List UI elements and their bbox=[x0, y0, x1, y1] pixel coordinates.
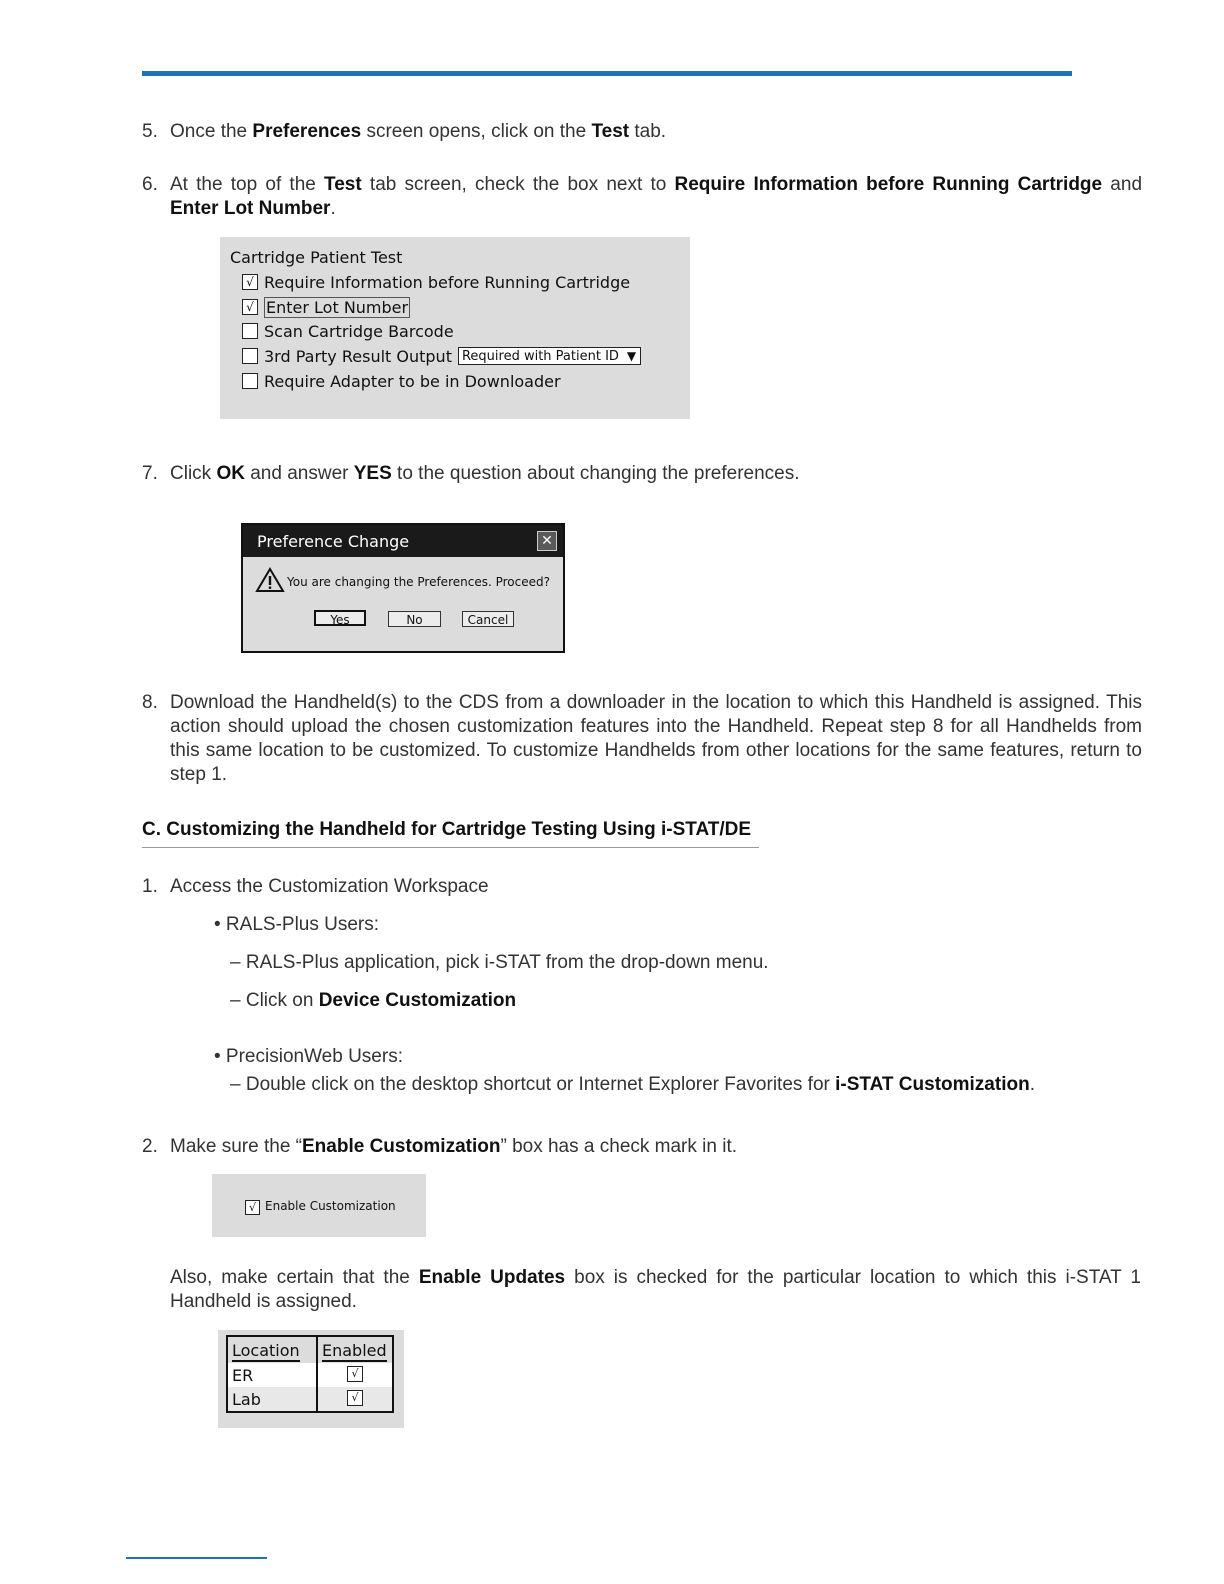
step-number: 7. bbox=[142, 463, 158, 484]
text: – Double click on the desktop shortcut or Internet Explorer Favorites for bbox=[230, 1074, 836, 1095]
cancel-button[interactable]: Cancel bbox=[462, 611, 514, 627]
text: and bbox=[1102, 174, 1143, 195]
location-table-panel bbox=[218, 1330, 404, 1428]
panel-title: Cartridge Patient Test bbox=[230, 248, 403, 267]
preference-change-dialog bbox=[241, 523, 565, 653]
dialog-titlebar bbox=[243, 525, 563, 557]
checkbox[interactable] bbox=[242, 323, 258, 339]
enabled-cell bbox=[317, 1363, 393, 1387]
step-number: 8. bbox=[142, 692, 158, 713]
enable-customization-panel bbox=[212, 1174, 426, 1237]
bold-enable-customization: Enable Customization bbox=[302, 1136, 501, 1157]
bold-yes: YES bbox=[353, 463, 392, 484]
enabled-checkbox[interactable]: √ bbox=[347, 1390, 363, 1406]
yes-button[interactable]: Yes bbox=[314, 610, 366, 626]
text: to the question about changing the preferences. bbox=[391, 463, 800, 484]
text: Once the bbox=[170, 121, 253, 142]
warning-icon bbox=[255, 567, 285, 593]
bold-require-info: Require Information before Running Cartridge bbox=[674, 174, 1103, 195]
step-text: Download the Handheld(s) to the CDS from a downloader in the location to which this Handheld is assigned. This action should upload the chosen customization features into the Handheld. Repeat step 8 for all Handhelds from this same location to be customized. To customize Handhelds from other locations for the same features, return to step 1. bbox=[170, 692, 1142, 785]
bold-preferences: Preferences bbox=[252, 121, 362, 142]
cartridge-patient-test-panel bbox=[220, 237, 690, 419]
enable-customization-label: Enable Customization bbox=[265, 1199, 396, 1213]
bold-enable-updates: Enable Updates bbox=[418, 1267, 566, 1288]
option-scan-barcode[interactable] bbox=[242, 322, 454, 342]
step-5 bbox=[142, 120, 1142, 144]
bold-enter-lot: Enter Lot Number bbox=[170, 198, 331, 219]
text: Make sure the “ bbox=[170, 1136, 302, 1157]
text: At the top of the bbox=[170, 174, 325, 195]
step-7 bbox=[142, 462, 1142, 486]
text: Also, make certain that the bbox=[170, 1267, 419, 1288]
bold-istat-customization: i-STAT Customization bbox=[835, 1074, 1030, 1095]
no-button[interactable]: No bbox=[388, 611, 441, 627]
bullet-rals-plus: • RALS-Plus Users: bbox=[214, 914, 380, 935]
bold-device-customization: Device Customization bbox=[318, 990, 517, 1011]
step-number: 1. bbox=[142, 876, 158, 897]
step-6 bbox=[142, 173, 1142, 221]
dash-rals-app: – RALS-Plus application, pick i-STAT from the drop-down menu. bbox=[230, 952, 769, 973]
text: . bbox=[1029, 1074, 1035, 1095]
step-text: Access the Customization Workspace bbox=[170, 876, 489, 897]
enabled-checkbox[interactable]: √ bbox=[347, 1366, 363, 1382]
dropdown-value: Required with Patient ID bbox=[461, 348, 619, 364]
text: tab. bbox=[629, 121, 667, 142]
enabled-cell bbox=[317, 1387, 393, 1412]
text: and answer bbox=[244, 463, 354, 484]
dialog-title: Preference Change bbox=[257, 532, 410, 551]
text: tab screen, check the box next to bbox=[361, 174, 675, 195]
section-heading: C. Customizing the Handheld for Cartridge Testing Using i-STAT/DE bbox=[142, 819, 759, 848]
step-8 bbox=[142, 691, 1142, 787]
option-label: Scan Cartridge Barcode bbox=[264, 322, 454, 341]
enable-customization-checkbox[interactable]: √ bbox=[245, 1200, 260, 1215]
section-c-step-1 bbox=[142, 875, 1142, 899]
checkbox[interactable] bbox=[242, 348, 258, 364]
bold-test: Test bbox=[591, 121, 630, 142]
checkbox[interactable]: √ bbox=[242, 299, 258, 315]
close-icon[interactable]: ✕ bbox=[537, 531, 557, 551]
step-number: 6. bbox=[142, 174, 158, 195]
dash-device-customization bbox=[230, 990, 516, 1012]
step-number: 5. bbox=[142, 121, 158, 142]
option-require-adapter[interactable] bbox=[242, 372, 561, 392]
section-c-step-2 bbox=[142, 1135, 1142, 1159]
bold-ok: OK bbox=[216, 463, 245, 484]
checkbox[interactable] bbox=[242, 373, 258, 389]
option-label: Require Adapter to be in Downloader bbox=[264, 372, 561, 391]
location-cell: ER bbox=[227, 1363, 317, 1387]
location-cell: Lab bbox=[227, 1387, 317, 1412]
bullet-precisionweb: • PrecisionWeb Users: bbox=[214, 1046, 403, 1067]
option-enter-lot-number[interactable] bbox=[242, 298, 410, 318]
checkbox[interactable]: √ bbox=[242, 274, 258, 290]
column-header-enabled bbox=[317, 1336, 393, 1363]
enable-updates-paragraph bbox=[170, 1266, 1141, 1314]
dialog-message: You are changing the Preferences. Proceed? bbox=[287, 575, 550, 589]
option-label: Require Information before Running Cartridge bbox=[264, 273, 631, 292]
column-header-location bbox=[227, 1336, 317, 1363]
table-row bbox=[227, 1387, 393, 1412]
option-3rd-party-output[interactable] bbox=[242, 347, 641, 367]
option-label: 3rd Party Result Output bbox=[264, 347, 452, 366]
header-rule bbox=[142, 71, 1072, 76]
step-number: 2. bbox=[142, 1136, 158, 1157]
footer-rule bbox=[126, 1557, 267, 1559]
text: screen opens, click on the bbox=[361, 121, 592, 142]
text: . bbox=[330, 198, 336, 219]
output-dropdown[interactable] bbox=[458, 347, 641, 365]
text: box is checked for the particular location to which this i-STAT 1 Handheld is assigned. bbox=[170, 1267, 1141, 1312]
dash-precisionweb bbox=[230, 1074, 1035, 1096]
option-label: Enter Lot Number bbox=[266, 298, 409, 317]
bold-test: Test bbox=[324, 174, 362, 195]
table-row bbox=[227, 1363, 393, 1387]
option-require-information[interactable] bbox=[242, 273, 630, 293]
table-header-row bbox=[227, 1336, 393, 1363]
text: – Click on bbox=[230, 990, 319, 1011]
header-label: Location bbox=[232, 1340, 300, 1360]
text: Click bbox=[170, 463, 217, 484]
header-label: Enabled bbox=[322, 1340, 387, 1360]
chevron-down-icon[interactable]: ▼ bbox=[626, 348, 637, 363]
location-table bbox=[226, 1335, 394, 1413]
text: ” box has a check mark in it. bbox=[500, 1136, 738, 1157]
